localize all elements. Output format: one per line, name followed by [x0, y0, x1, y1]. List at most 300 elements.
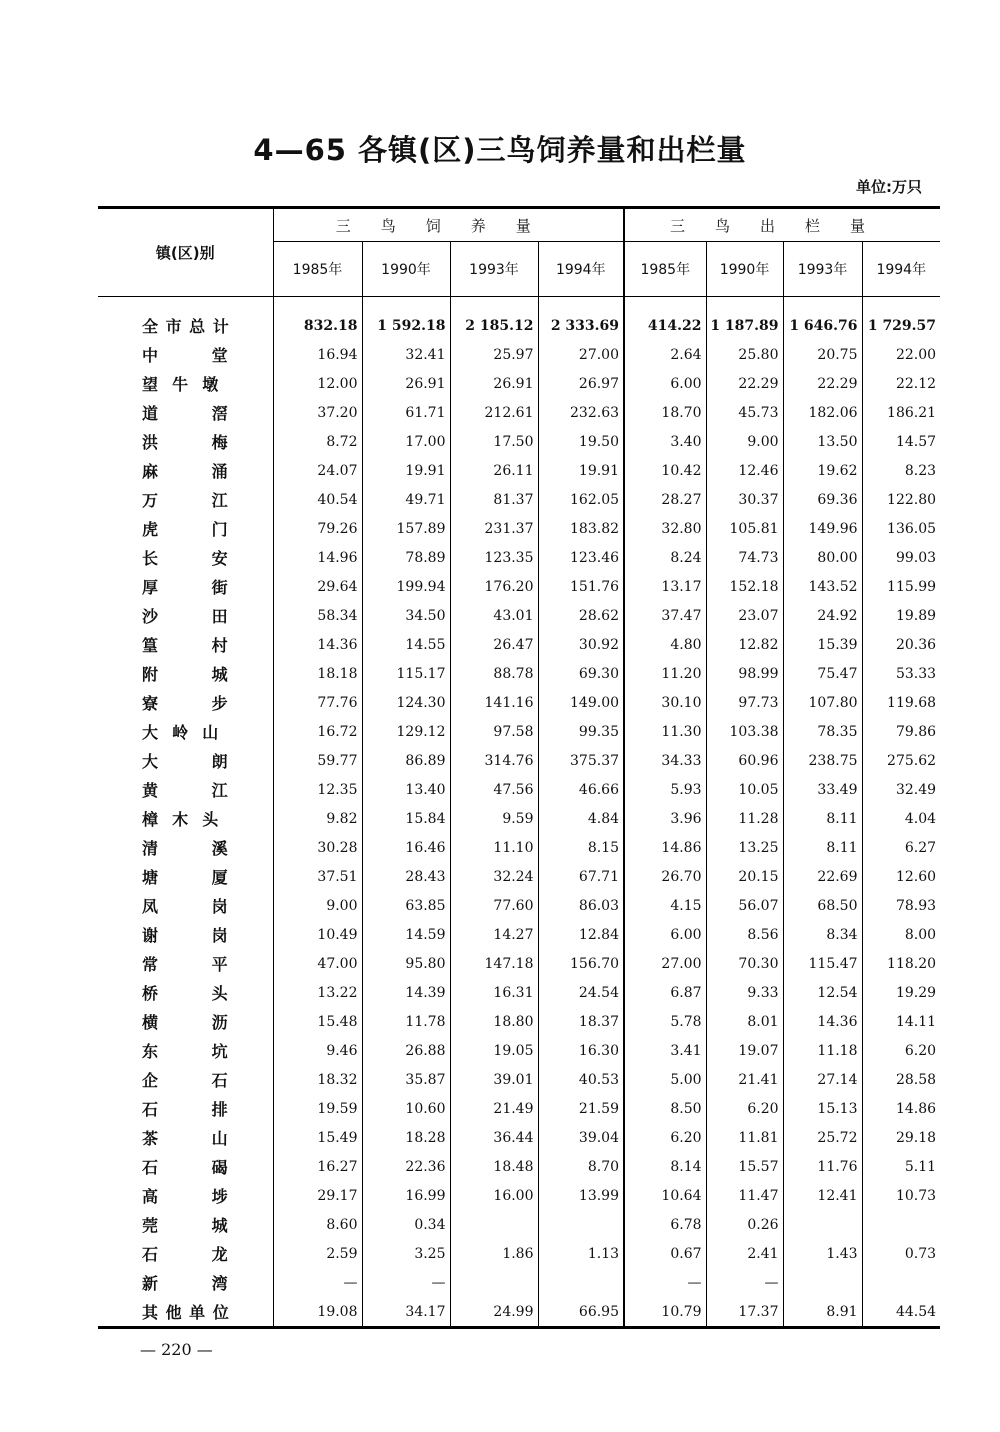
table-cell: 98.99: [706, 659, 783, 688]
table-cell: 53.33: [862, 659, 940, 688]
table-cell: 9.59: [450, 804, 538, 833]
table-cell: 11.28: [706, 804, 783, 833]
table-cell: 40.53: [538, 1065, 624, 1094]
table-cell: 19.91: [362, 456, 450, 485]
table-cell: 115.47: [783, 949, 862, 978]
table-cell: 149.00: [538, 688, 624, 717]
table-cell: 8.72: [273, 427, 362, 456]
year-header: 1994年: [538, 242, 624, 297]
table-cell: 6.87: [624, 978, 706, 1007]
table-row: [98, 1210, 940, 1239]
row-label: 长 安: [142, 549, 229, 568]
table-cell: 80.00: [783, 543, 862, 572]
table-row: [98, 369, 940, 398]
table-cell: 21.59: [538, 1094, 624, 1123]
table-cell: 60.96: [706, 746, 783, 775]
table-cell: 186.21: [862, 398, 940, 427]
table-title: 4—65 各镇(区)三鸟饲养量和出栏量: [253, 133, 747, 167]
row-label: 石 龙: [142, 1245, 229, 1264]
table-cell: 13.40: [362, 775, 450, 804]
table-cell: 10.49: [273, 920, 362, 949]
table-cell: 182.06: [783, 398, 862, 427]
year-header: 1993年: [450, 242, 538, 297]
table-cell: 11.81: [706, 1123, 783, 1152]
table-cell: 4.84: [538, 804, 624, 833]
table-cell: 15.57: [706, 1152, 783, 1181]
table-cell: 8.24: [624, 543, 706, 572]
table-cell: 13.50: [783, 427, 862, 456]
table-cell: 103.38: [706, 717, 783, 746]
table-cell: 40.54: [273, 485, 362, 514]
table-cell: 22.29: [783, 369, 862, 398]
table-cell: 15.39: [783, 630, 862, 659]
table-cell: 33.49: [783, 775, 862, 804]
table-cell: 9.82: [273, 804, 362, 833]
table-cell: 78.35: [783, 717, 862, 746]
table-cell: 37.20: [273, 398, 362, 427]
table-cell: 12.54: [783, 978, 862, 1007]
table-cell: 37.47: [624, 601, 706, 630]
row-label: 桥 头: [142, 984, 229, 1003]
table-cell: 44.54: [862, 1297, 940, 1328]
table-row: [98, 978, 940, 1007]
table-cell: 22.69: [783, 862, 862, 891]
table-cell: 34.17: [362, 1297, 450, 1328]
table-cell: 22.00: [862, 340, 940, 369]
table-cell: 24.54: [538, 978, 624, 1007]
table-cell: [538, 1210, 624, 1239]
table-row: [98, 543, 940, 572]
table-cell: 39.01: [450, 1065, 538, 1094]
table-cell: 141.16: [450, 688, 538, 717]
table-row: [98, 1297, 940, 1328]
table-cell: 32.41: [362, 340, 450, 369]
table-cell: 30.37: [706, 485, 783, 514]
row-label: 全 市 总 计: [142, 317, 230, 336]
table-cell: 74.73: [706, 543, 783, 572]
row-label: 清 溪: [142, 839, 229, 858]
table-cell: [450, 1268, 538, 1297]
table-cell: 21.41: [706, 1065, 783, 1094]
table-row: [98, 340, 940, 369]
table-row: [98, 891, 940, 920]
table-cell: 20.15: [706, 862, 783, 891]
table-row: [98, 688, 940, 717]
table-cell: 25.80: [706, 340, 783, 369]
table-cell: 10.60: [362, 1094, 450, 1123]
table-cell: 8.56: [706, 920, 783, 949]
table-cell: 10.64: [624, 1181, 706, 1210]
table-cell: 86.89: [362, 746, 450, 775]
table-cell: 86.03: [538, 891, 624, 920]
table-cell: 43.01: [450, 601, 538, 630]
row-label: 厚 街: [142, 578, 229, 597]
table-cell: 70.30: [706, 949, 783, 978]
table-cell: 11.47: [706, 1181, 783, 1210]
table-cell: 25.97: [450, 340, 538, 369]
table-cell: 58.34: [273, 601, 362, 630]
table-cell: 37.51: [273, 862, 362, 891]
table-cell: 8.14: [624, 1152, 706, 1181]
table-cell: 2 185.12: [450, 297, 538, 341]
table-cell: 14.11: [862, 1007, 940, 1036]
table-body: [98, 297, 940, 1328]
table-cell: 183.82: [538, 514, 624, 543]
table-cell: 66.95: [538, 1297, 624, 1328]
table-cell: 6.27: [862, 833, 940, 862]
table-cell: 69.30: [538, 659, 624, 688]
table-cell: 14.39: [362, 978, 450, 1007]
table-cell: 27.00: [624, 949, 706, 978]
table-cell: 162.05: [538, 485, 624, 514]
table-row: [98, 398, 940, 427]
table-cell: 115.99: [862, 572, 940, 601]
table-cell: 5.93: [624, 775, 706, 804]
table-row: [98, 514, 940, 543]
table-cell: 22.36: [362, 1152, 450, 1181]
table-cell: 3.96: [624, 804, 706, 833]
table-cell: 19.62: [783, 456, 862, 485]
table-row: [98, 601, 940, 630]
table-cell: 4.80: [624, 630, 706, 659]
row-label: 虎 门: [142, 520, 229, 539]
table-cell: 16.94: [273, 340, 362, 369]
table-cell: 29.17: [273, 1181, 362, 1210]
table-cell: 147.18: [450, 949, 538, 978]
table-cell: 2.41: [706, 1239, 783, 1268]
table-cell: 149.96: [783, 514, 862, 543]
table-cell: 26.91: [362, 369, 450, 398]
table-cell: 11.20: [624, 659, 706, 688]
row-label: 大 岭 山: [142, 723, 220, 742]
table-cell: 14.27: [450, 920, 538, 949]
table-cell: 11.78: [362, 1007, 450, 1036]
table-cell: 14.55: [362, 630, 450, 659]
table-cell: [783, 1210, 862, 1239]
table-cell: 13.25: [706, 833, 783, 862]
table-cell: 19.59: [273, 1094, 362, 1123]
table-cell: 18.32: [273, 1065, 362, 1094]
row-label: 石 排: [142, 1100, 229, 1119]
row-label: 莞 城: [142, 1216, 229, 1235]
table-row: [98, 630, 940, 659]
data-table-wrapper: [98, 206, 940, 1329]
table-cell: 414.22: [624, 297, 706, 341]
table-cell: 12.60: [862, 862, 940, 891]
row-label: 万 江: [142, 491, 229, 510]
table-cell: 18.80: [450, 1007, 538, 1036]
table-cell: 30.10: [624, 688, 706, 717]
table-row: [98, 572, 940, 601]
row-label: 高 埗: [142, 1187, 229, 1206]
table-cell: 152.18: [706, 572, 783, 601]
table-cell: 10.73: [862, 1181, 940, 1210]
table-cell: 56.07: [706, 891, 783, 920]
table-cell: 12.84: [538, 920, 624, 949]
table-cell: 4.15: [624, 891, 706, 920]
table-row: [98, 1065, 940, 1094]
table-cell: 99.35: [538, 717, 624, 746]
table-cell: 9.00: [273, 891, 362, 920]
table-cell: 16.46: [362, 833, 450, 862]
table-cell: 122.80: [862, 485, 940, 514]
row-label: 附 城: [142, 665, 229, 684]
table-cell: 17.00: [362, 427, 450, 456]
table-cell: 0.67: [624, 1239, 706, 1268]
table-cell: 136.05: [862, 514, 940, 543]
table-cell: 199.94: [362, 572, 450, 601]
year-header: 1990年: [362, 242, 450, 297]
table-cell: 10.05: [706, 775, 783, 804]
table-cell: 232.63: [538, 398, 624, 427]
row-label: 茶 山: [142, 1129, 229, 1148]
table-cell: 12.82: [706, 630, 783, 659]
table-cell: 14.57: [862, 427, 940, 456]
table-cell: 69.36: [783, 485, 862, 514]
table-cell: 97.73: [706, 688, 783, 717]
table-cell: 15.13: [783, 1094, 862, 1123]
table-row: [98, 485, 940, 514]
year-header: 1990年: [706, 242, 783, 297]
table-cell: 11.18: [783, 1036, 862, 1065]
table-cell: 47.00: [273, 949, 362, 978]
table-cell: 34.33: [624, 746, 706, 775]
table-cell: 34.50: [362, 601, 450, 630]
table-cell: 9.00: [706, 427, 783, 456]
table-cell: 16.00: [450, 1181, 538, 1210]
table-cell: 3.25: [362, 1239, 450, 1268]
table-row: [98, 804, 940, 833]
table-cell: 10.79: [624, 1297, 706, 1328]
table-cell: 124.30: [362, 688, 450, 717]
table-row: [98, 1181, 940, 1210]
table-cell: [862, 1268, 940, 1297]
table-cell: 16.99: [362, 1181, 450, 1210]
table-cell: 19.29: [862, 978, 940, 1007]
row-label: 沙 田: [142, 607, 229, 626]
table-cell: 28.43: [362, 862, 450, 891]
table-cell: 97.58: [450, 717, 538, 746]
table-row: [98, 1123, 940, 1152]
table-cell: 832.18: [273, 297, 362, 341]
table-cell: 45.73: [706, 398, 783, 427]
table-cell: 5.00: [624, 1065, 706, 1094]
table-row: [98, 862, 940, 891]
table-cell: [450, 1210, 538, 1239]
table-row: [98, 833, 940, 862]
table-cell: 14.36: [273, 630, 362, 659]
table-row: [98, 775, 940, 804]
table-cell: 143.52: [783, 572, 862, 601]
table-cell: 16.30: [538, 1036, 624, 1065]
table-row: [98, 297, 940, 341]
table-cell: 15.48: [273, 1007, 362, 1036]
table-cell: 0.73: [862, 1239, 940, 1268]
row-label: 麻 涌: [142, 462, 229, 481]
table-cell: 35.87: [362, 1065, 450, 1094]
table-cell: 8.15: [538, 833, 624, 862]
table-cell: 15.49: [273, 1123, 362, 1152]
table-cell: 8.34: [783, 920, 862, 949]
table-cell: 77.76: [273, 688, 362, 717]
table-cell: 0.26: [706, 1210, 783, 1239]
table-cell: 6.20: [706, 1094, 783, 1123]
row-label: 其 他 单 位: [142, 1303, 230, 1322]
table-cell: —: [706, 1268, 783, 1297]
table-cell: 13.22: [273, 978, 362, 1007]
table-cell: 11.76: [783, 1152, 862, 1181]
table-cell: —: [624, 1268, 706, 1297]
table-cell: 36.44: [450, 1123, 538, 1152]
table-cell: 59.77: [273, 746, 362, 775]
table-cell: 3.41: [624, 1036, 706, 1065]
page-number: — 220 —: [140, 1340, 213, 1359]
row-label: 谢 岗: [142, 926, 229, 945]
table-cell: 25.72: [783, 1123, 862, 1152]
table-cell: 13.17: [624, 572, 706, 601]
table-cell: —: [273, 1268, 362, 1297]
table-cell: 27.00: [538, 340, 624, 369]
table-cell: 17.37: [706, 1297, 783, 1328]
row-label: 横 沥: [142, 1013, 229, 1032]
table-cell: 18.70: [624, 398, 706, 427]
table-cell: 22.29: [706, 369, 783, 398]
table-cell: 9.33: [706, 978, 783, 1007]
table-cell: 12.41: [783, 1181, 862, 1210]
table-cell: 0.34: [362, 1210, 450, 1239]
table-cell: 22.12: [862, 369, 940, 398]
table-cell: 275.62: [862, 746, 940, 775]
table-cell: 16.27: [273, 1152, 362, 1181]
table-cell: 78.89: [362, 543, 450, 572]
table-cell: 8.50: [624, 1094, 706, 1123]
table-cell: 8.00: [862, 920, 940, 949]
table-cell: 13.99: [538, 1181, 624, 1210]
table-cell: 6.00: [624, 369, 706, 398]
table-cell: 107.80: [783, 688, 862, 717]
table-cell: 314.76: [450, 746, 538, 775]
table-cell: 15.84: [362, 804, 450, 833]
table-cell: 151.76: [538, 572, 624, 601]
table-cell: 12.35: [273, 775, 362, 804]
table-cell: 238.75: [783, 746, 862, 775]
table-cell: [862, 1210, 940, 1239]
table-cell: 2 333.69: [538, 297, 624, 341]
row-label-header: 镇(区)别: [98, 208, 273, 297]
table-cell: 212.61: [450, 398, 538, 427]
table-cell: 5.78: [624, 1007, 706, 1036]
data-table: [98, 206, 940, 1329]
table-cell: 77.60: [450, 891, 538, 920]
table-cell: 20.36: [862, 630, 940, 659]
table-cell: 1 187.89: [706, 297, 783, 341]
table-cell: 1 646.76: [783, 297, 862, 341]
table-cell: 8.01: [706, 1007, 783, 1036]
table-cell: 16.72: [273, 717, 362, 746]
table-cell: 26.97: [538, 369, 624, 398]
table-cell: —: [362, 1268, 450, 1297]
row-label: 道 滘: [142, 404, 229, 423]
table-cell: 24.99: [450, 1297, 538, 1328]
table-cell: 32.49: [862, 775, 940, 804]
table-row: [98, 746, 940, 775]
table-cell: 18.37: [538, 1007, 624, 1036]
table-cell: 28.62: [538, 601, 624, 630]
table-cell: 157.89: [362, 514, 450, 543]
table-cell: 123.46: [538, 543, 624, 572]
table-cell: 30.28: [273, 833, 362, 862]
table-cell: 79.86: [862, 717, 940, 746]
table-cell: 12.46: [706, 456, 783, 485]
table-cell: 18.48: [450, 1152, 538, 1181]
table-cell: 79.26: [273, 514, 362, 543]
table-cell: 119.68: [862, 688, 940, 717]
table-cell: 88.78: [450, 659, 538, 688]
table-cell: 32.24: [450, 862, 538, 891]
table-cell: 6.20: [624, 1123, 706, 1152]
table-cell: 105.81: [706, 514, 783, 543]
table-row: [98, 1152, 940, 1181]
table-cell: 95.80: [362, 949, 450, 978]
row-label: 塘 厦: [142, 868, 229, 887]
table-cell: 2.59: [273, 1239, 362, 1268]
table-row: [98, 427, 940, 456]
row-label: 望 牛 墩: [142, 375, 220, 394]
table-cell: 10.42: [624, 456, 706, 485]
table-cell: 129.12: [362, 717, 450, 746]
table-cell: 99.03: [862, 543, 940, 572]
table-cell: 39.04: [538, 1123, 624, 1152]
table-cell: 61.71: [362, 398, 450, 427]
year-header: 1985年: [624, 242, 706, 297]
table-row: [98, 717, 940, 746]
table-cell: 17.50: [450, 427, 538, 456]
table-cell: 14.96: [273, 543, 362, 572]
table-cell: 20.75: [783, 340, 862, 369]
table-row: [98, 920, 940, 949]
table-cell: 16.31: [450, 978, 538, 1007]
table-cell: [538, 1268, 624, 1297]
table-cell: 1.43: [783, 1239, 862, 1268]
row-label: 黄 江: [142, 781, 229, 800]
table-cell: 32.80: [624, 514, 706, 543]
table-cell: 12.00: [273, 369, 362, 398]
table-row: [98, 1268, 940, 1297]
unit-label: 单位:万只: [856, 178, 922, 196]
table-cell: 18.18: [273, 659, 362, 688]
table-cell: 23.07: [706, 601, 783, 630]
table-cell: 75.47: [783, 659, 862, 688]
table-cell: 11.30: [624, 717, 706, 746]
row-label: 企 石: [142, 1071, 229, 1090]
table-cell: 375.37: [538, 746, 624, 775]
table-row: [98, 659, 940, 688]
table-cell: 26.70: [624, 862, 706, 891]
row-label: 洪 梅: [142, 433, 229, 452]
table-cell: 19.50: [538, 427, 624, 456]
table-cell: 47.56: [450, 775, 538, 804]
table-cell: 8.70: [538, 1152, 624, 1181]
table-cell: 123.35: [450, 543, 538, 572]
table-cell: 5.11: [862, 1152, 940, 1181]
row-label: 常 平: [142, 955, 229, 974]
row-label: 篁 村: [142, 636, 229, 655]
table-cell: 8.11: [783, 804, 862, 833]
table-cell: 3.40: [624, 427, 706, 456]
table-cell: 11.10: [450, 833, 538, 862]
row-label: 寮 步: [142, 694, 229, 713]
row-label: 凤 岗: [142, 897, 229, 916]
